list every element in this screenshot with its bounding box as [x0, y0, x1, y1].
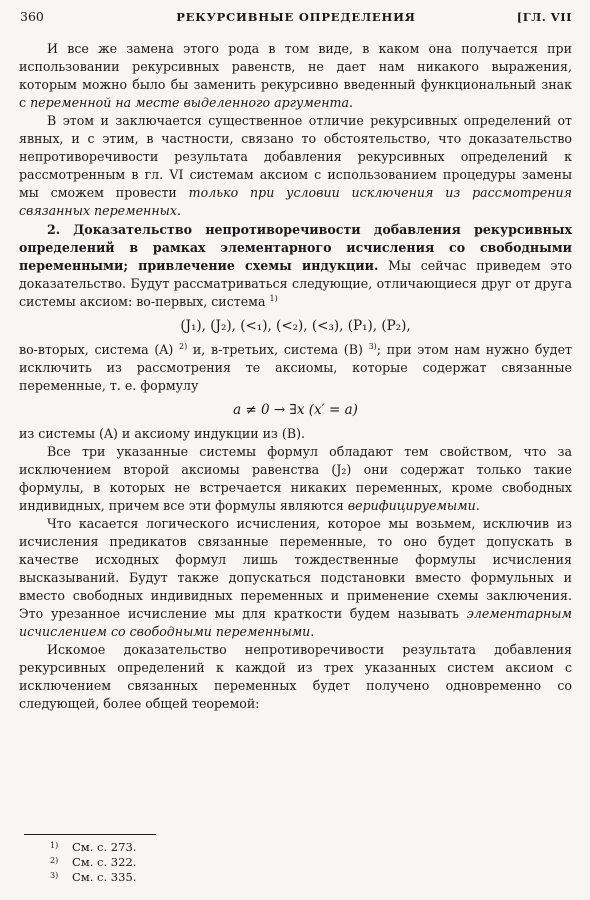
- emphasis-text: только при условии исключения из рассмотрения связанных переменных: [19, 185, 572, 218]
- emphasis-text: элементарным исчислением со свободными переменными: [19, 606, 572, 639]
- paragraph-5: [19, 425, 572, 443]
- page-number: 360: [20, 9, 44, 24]
- section-number: 2.: [47, 222, 61, 237]
- footnote-mark: 2): [50, 856, 59, 865]
- footnotes: [50, 840, 136, 885]
- axiom-list-formula: (J₁), (J₂), (<₁), (<₂), (<₃), (P₁), (P₂),: [180, 318, 411, 334]
- paragraph-text: .: [475, 498, 480, 513]
- running-title: РЕКУРСИВНЫЕ ОПРЕДЕЛЕНИЯ: [176, 10, 416, 24]
- footnote-3: [50, 870, 136, 885]
- paragraph-4: [19, 341, 572, 395]
- emphasis-text: переменной на месте выделенного аргумента: [30, 95, 349, 110]
- paragraph-text: ; при этом нам нужно будет исключить из рассмотрения те аксиомы, которые содержат связанные переменные, т. е. формулу: [19, 342, 572, 393]
- paragraph-text: из системы (A) и аксиому индукции из (B).: [19, 426, 306, 441]
- footnote-ref[interactable]: 2): [179, 341, 188, 351]
- paragraph-text: Мы сейчас приведем это доказательство. Будут рассматриваться следующие, отличающиеся друг от друга системы аксиом: во-первых, система: [19, 258, 573, 309]
- paragraph-text: .: [348, 95, 353, 110]
- footnote-2: [50, 855, 136, 870]
- paragraph-text: .: [176, 203, 181, 218]
- paragraph-2: [19, 112, 572, 220]
- page-body: [19, 40, 572, 713]
- section-title: Доказательство непротиворечивости добавления рекурсивных определений в рамках элементарного исчисления со свободными переменными; привлечение схемы индукции.: [19, 222, 572, 273]
- paragraph-1: [19, 40, 572, 112]
- paragraph-7: [19, 515, 572, 641]
- paragraph-text: Что касается логического исчисления, которое мы возьмем, исключив из исчисления предикатов связанные переменные, то оно будет допускать в качестве исходных формул лишь тождественные формулы исчисления высказываний. Будут также допускаться подстановки вместо формульных и вместо свободных индивидных переменных и применение схемы заключения. Это урезанное исчисление мы для краткости будем называть: [19, 516, 572, 621]
- chapter-marker: [ГЛ. VII: [516, 10, 572, 24]
- footnote-text: См. с. 322.: [72, 855, 137, 869]
- footnote-text: См. с. 335.: [72, 870, 137, 884]
- running-header: [20, 8, 572, 26]
- footnote-ref[interactable]: 3): [368, 341, 377, 351]
- emphasis-text: верифицируемыми: [347, 498, 476, 513]
- paragraph-text: Искомое доказательство непротиворечивости результата добавления рекурсивных определений к каждой из трех указанных систем аксиом с исключением связанных переменных будет получено одновременно со следующей, более общей теоремой:: [19, 642, 572, 711]
- paragraph-text: Все три указанные системы формул обладают тем свойством, что за исключением второй аксиомы равенства (J₂) они содержат только такие формулы, в которых не встречается никаких переменных, кроме свободных индивидных, причем все эти формулы являются: [19, 444, 572, 513]
- paragraph-text: и, в-третьих, система (B): [187, 342, 369, 357]
- footnote-1: [50, 840, 136, 855]
- footnote-divider: [24, 834, 156, 835]
- paragraph-text: И все же замена этого рода в том виде, в каком она получается при использовании рекурсивных равенств, не дает нам никакого выражения, которым можно было бы заменить рекурсивно введенный функциональный знак с: [19, 41, 572, 110]
- footnote-mark: 1): [50, 841, 59, 850]
- footnote-ref[interactable]: 1): [269, 293, 278, 303]
- paragraph-text: во-вторых, система (A): [19, 342, 179, 357]
- paragraph-text: В этом и заключается существенное отличие рекурсивных определений от явных, и с этим, в частности, связано то обстоятельство, что доказательство непротиворечивости результата добавления рекурсивных определений к рассмотренным в гл. VI системам аксиом с использованием процедуры замены мы сможем провести: [19, 113, 572, 200]
- paragraph-8: [19, 641, 572, 713]
- existence-formula: a ≠ 0 → ∃x (x′ = a): [233, 402, 358, 418]
- footnote-text: См. с. 273.: [72, 840, 137, 854]
- section-paragraph: [19, 221, 572, 311]
- paragraph-6: [19, 443, 572, 515]
- footnote-mark: 3): [50, 871, 59, 880]
- paragraph-text: .: [310, 624, 315, 639]
